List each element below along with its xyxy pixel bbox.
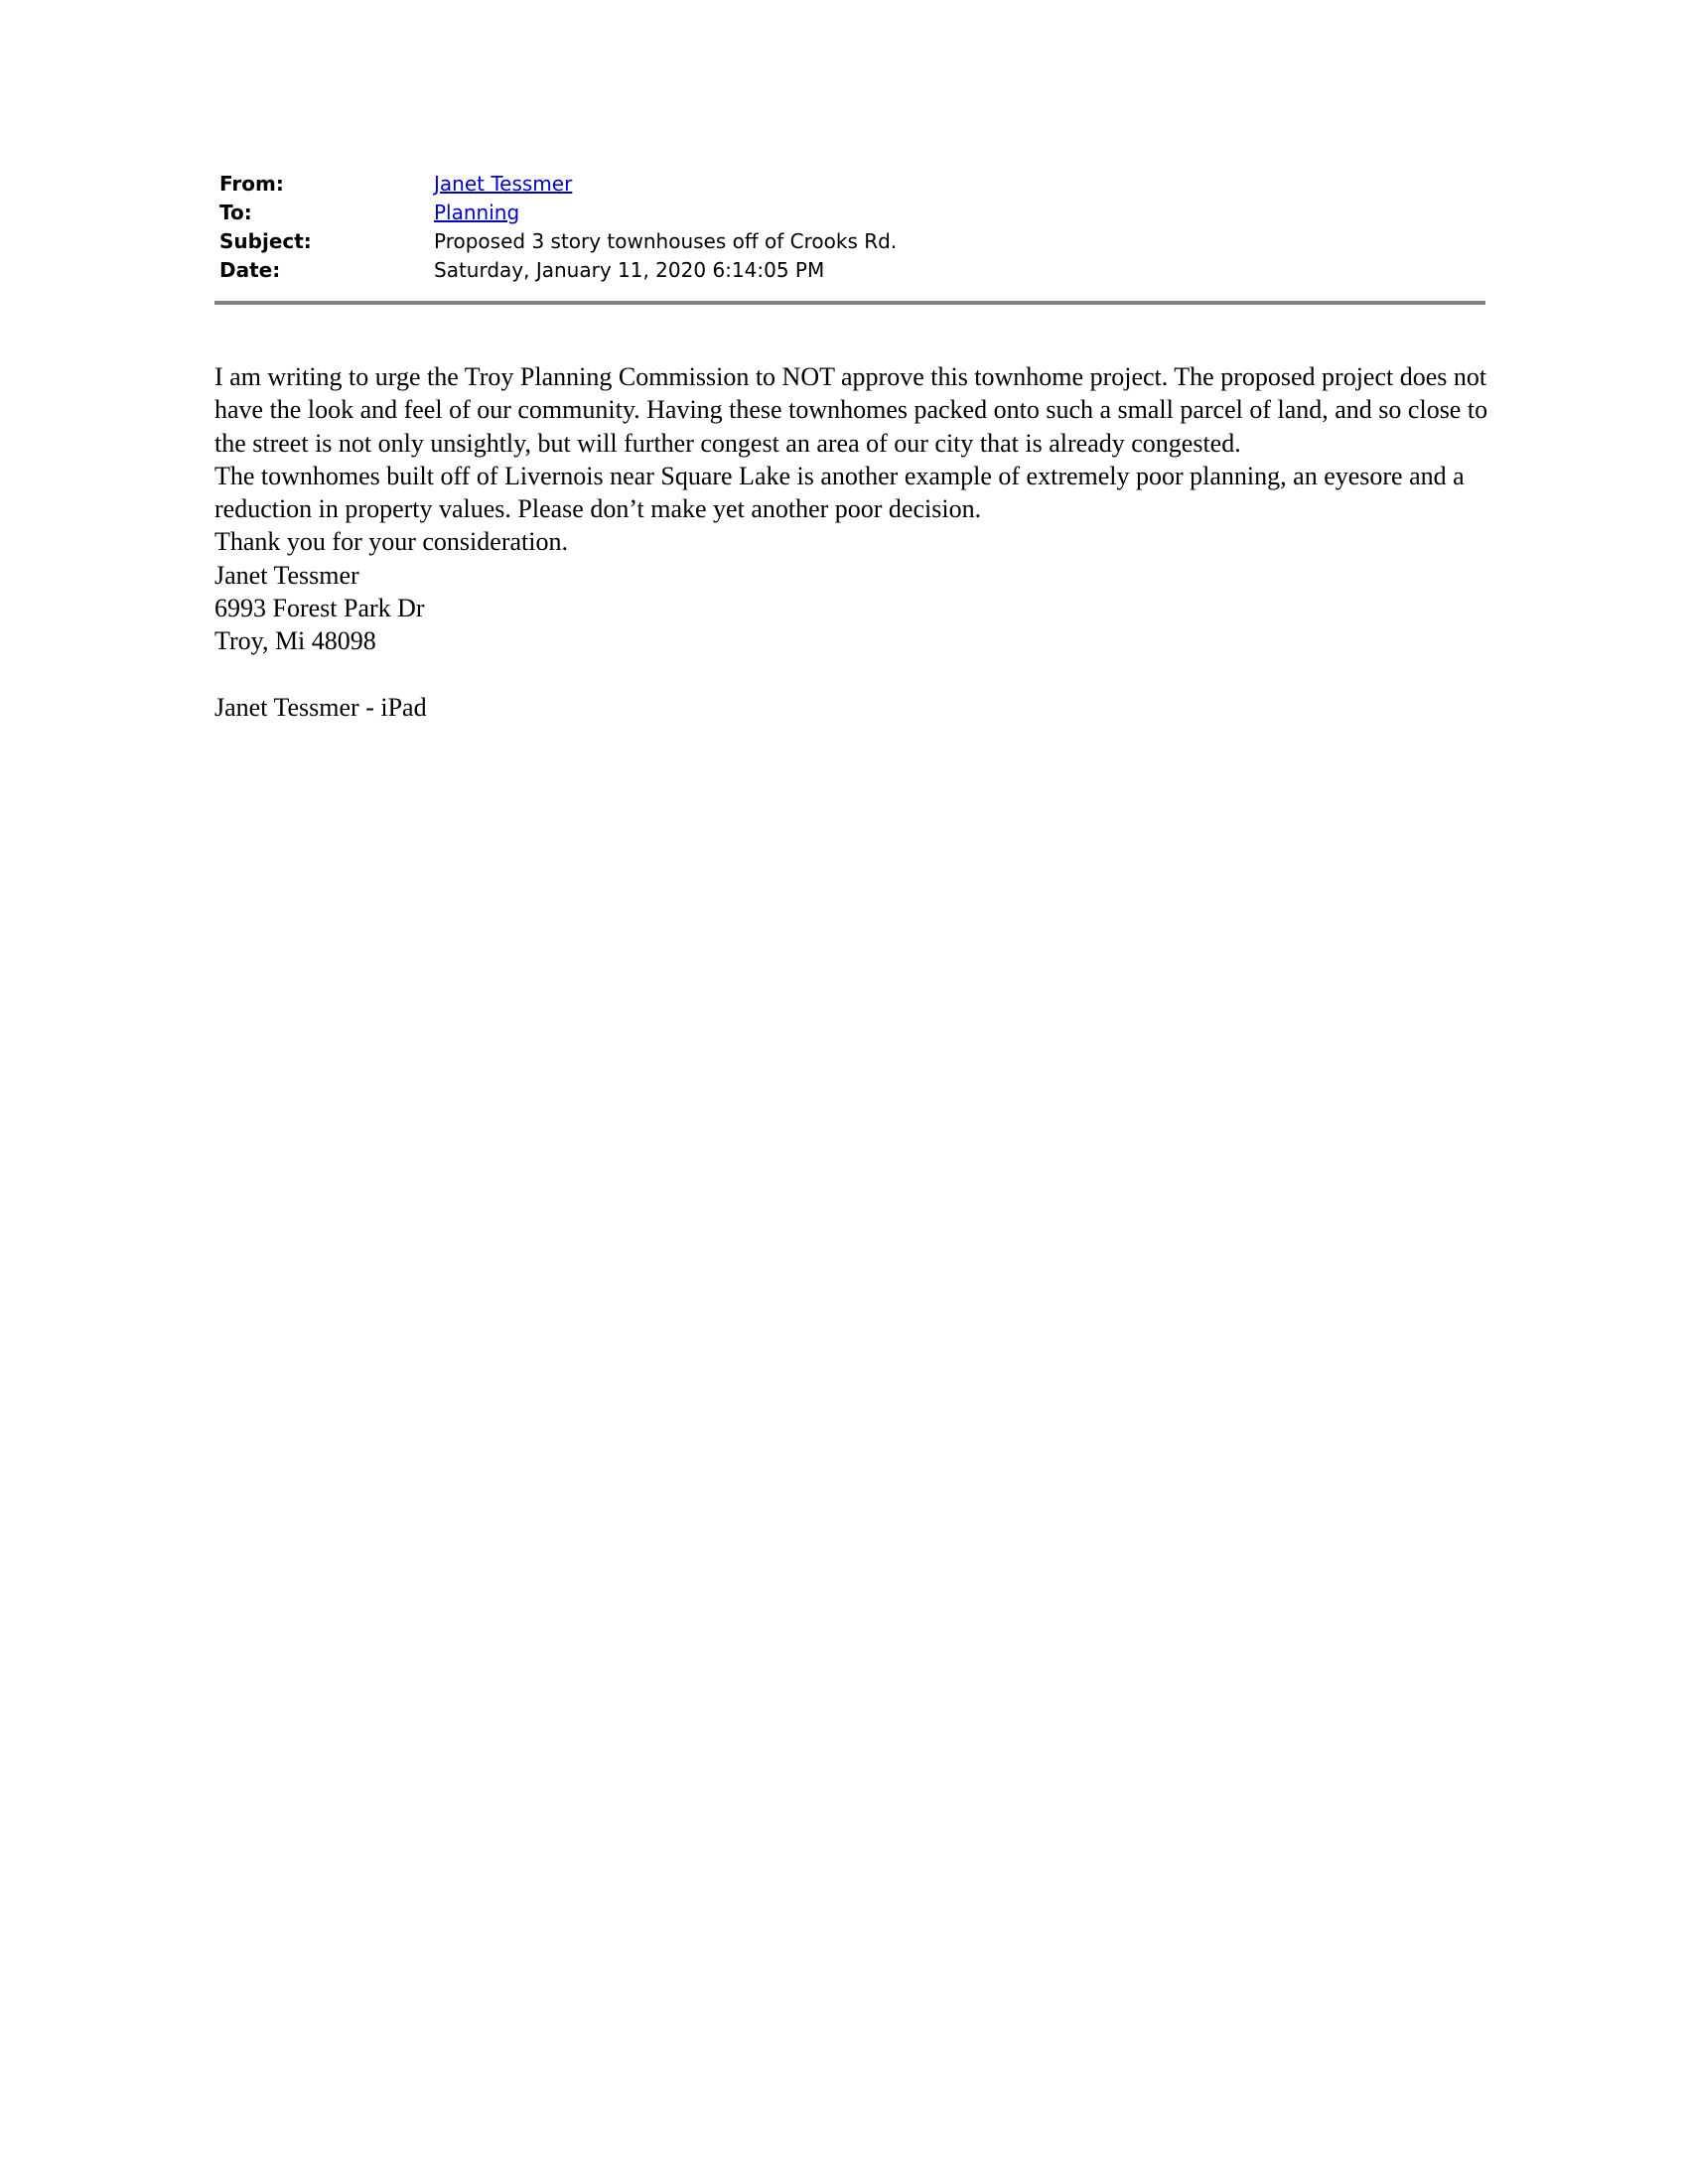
from-row [214, 169, 1485, 198]
body-paragraph-2: The townhomes built off of Livernois near Square Lake is another example of extremely poor planning, an eyesore and a reduction in property values. Please don’t make yet another poor decision. [214, 461, 1465, 524]
to-link[interactable]: Planning [434, 200, 520, 224]
date-value: Saturday, January 11, 2020 6:14:05 PM [434, 257, 825, 282]
from-link[interactable]: Janet Tessmer [434, 171, 573, 196]
device-signature: Janet Tessmer - iPad [214, 692, 427, 722]
blank-line [214, 658, 1495, 691]
to-label: To: [219, 200, 252, 224]
subject-row [214, 226, 1485, 255]
signature-street: 6993 Forest Park Dr [214, 594, 425, 623]
email-body [214, 360, 1495, 724]
from-label: From: [219, 171, 284, 196]
header-divider [214, 301, 1485, 305]
email-header [214, 169, 1485, 284]
closing-line: Thank you for your consideration. [214, 527, 568, 557]
subject-value: Proposed 3 story townhouses off of Crooks Rd. [434, 228, 898, 253]
signature-city: Troy, Mi 48098 [214, 626, 376, 656]
date-row [214, 255, 1485, 284]
signature-name: Janet Tessmer [214, 560, 359, 590]
date-label: Date: [219, 257, 281, 282]
body-paragraph-1: I am writing to urge the Troy Planning Commission to NOT approve this townhome project. The proposed project does not have the look and feel of our community. Having these townhomes packed onto such a small parcel of land, and so close to the street is not only unsightly, but will further congest an area of our city that is already congested. [214, 362, 1488, 458]
to-row [214, 198, 1485, 226]
subject-label: Subject: [219, 228, 312, 253]
